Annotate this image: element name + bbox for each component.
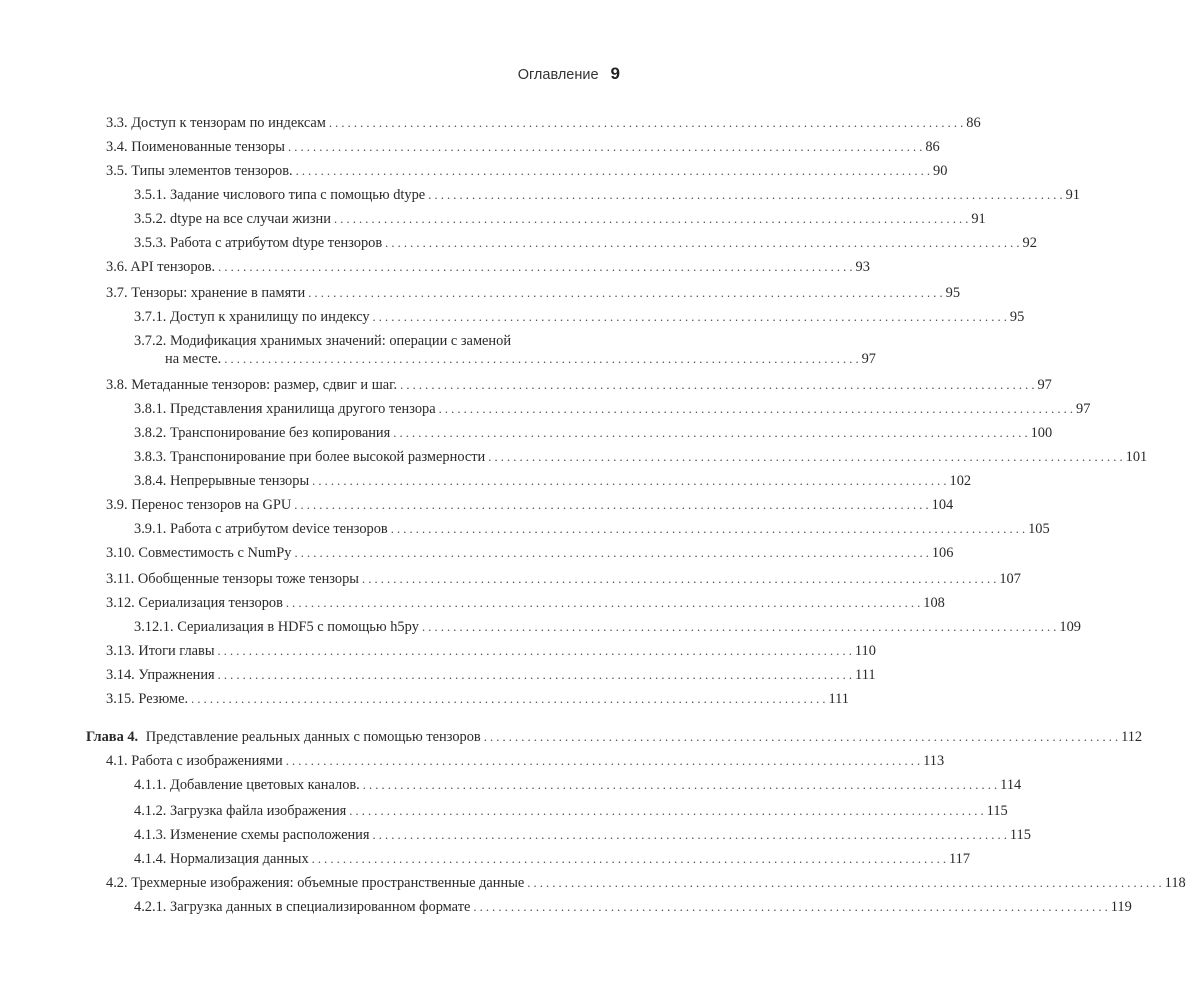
entry-page: 97 xyxy=(861,351,876,367)
running-head xyxy=(518,64,620,84)
entry-number: 3.13. xyxy=(106,643,135,659)
leader-dots xyxy=(473,898,1107,916)
entry-title: Метаданные тензоров: размер, сдвиг и шаг. xyxy=(131,377,398,393)
entry-number: 4.1. xyxy=(106,753,128,769)
entry-title: Доступ к хранилищу по индексу xyxy=(170,309,370,325)
leader-dots xyxy=(488,448,1122,466)
entry-title: Транспонирование без копирования xyxy=(170,425,391,441)
entry-number: 3.9.1. xyxy=(134,521,167,537)
entry-page: 115 xyxy=(1009,827,1031,843)
leader-dots xyxy=(308,284,942,302)
toc-entry-3-3[interactable] xyxy=(106,114,981,132)
entry-page: 86 xyxy=(925,139,940,155)
leader-dots xyxy=(218,666,852,684)
leader-dots xyxy=(312,472,946,490)
entry-page: 91 xyxy=(1065,187,1080,203)
entry-number: 3.7.2. xyxy=(134,333,167,349)
entry-title: Непрерывные тензоры xyxy=(170,473,310,489)
entry-page: 114 xyxy=(1000,777,1022,793)
toc-entry-3-8-3[interactable] xyxy=(134,448,1148,466)
entry-number: 3.11. xyxy=(106,571,135,587)
toc-entry-3-14[interactable] xyxy=(106,666,876,684)
leader-dots xyxy=(373,826,1007,844)
entry-number: 4.1.2. xyxy=(134,803,167,819)
leader-dots xyxy=(428,186,1062,204)
toc-entry-3-7-2[interactable] xyxy=(165,350,876,368)
entry-title: Изменение схемы расположения xyxy=(170,827,370,843)
chapter-label: Глава 4. xyxy=(86,729,139,745)
leader-dots xyxy=(373,308,1007,326)
entry-title: Резюме. xyxy=(138,691,189,707)
page-number: 9 xyxy=(610,64,620,83)
entry-title: Представление реальных данных с помощью тензоров xyxy=(145,729,481,745)
entry-title: Трехмерные изображения: объемные пространственные данные xyxy=(131,875,525,891)
running-head-title: Оглавление xyxy=(517,67,599,83)
entry-page: 115 xyxy=(986,803,1008,819)
toc-entry-3-6[interactable] xyxy=(106,258,870,276)
entry-title-line1: Модификация хранимых значений: операции с заменой xyxy=(170,333,512,349)
toc-entry-3-4[interactable] xyxy=(106,138,940,156)
entry-page: 112 xyxy=(1121,729,1143,745)
toc-entry-3-5-3[interactable] xyxy=(134,234,1037,252)
leader-dots xyxy=(484,728,1118,746)
entry-number: 3.5.3. xyxy=(134,235,167,251)
entry-title: Сериализация в HDF5 с помощью h5py xyxy=(177,619,419,635)
entry-number: 4.2.1. xyxy=(134,899,167,915)
entry-title: Работа с атрибутом device тензоров xyxy=(170,521,388,537)
entry-number: 3.7.1. xyxy=(134,309,167,325)
entry-page: 113 xyxy=(923,753,945,769)
entry-title-line2: на месте. xyxy=(165,351,222,367)
leader-dots xyxy=(527,874,1161,892)
entry-title: Задание числового типа с помощью dtype xyxy=(170,187,426,203)
entry-title: Перенос тензоров на GPU xyxy=(131,497,292,513)
entry-page: 100 xyxy=(1030,425,1053,441)
entry-number: 3.7. xyxy=(106,285,128,301)
entry-number: 4.1.4. xyxy=(134,851,167,867)
leader-dots xyxy=(385,234,1019,252)
entry-number: 3.5. xyxy=(106,163,128,179)
entry-title: Добавление цветовых каналов. xyxy=(170,777,360,793)
entry-page: 102 xyxy=(949,473,972,489)
leader-dots xyxy=(217,642,851,660)
entry-page: 118 xyxy=(1164,875,1186,891)
entry-title: Совместимость с NumPy xyxy=(138,545,292,561)
leader-dots xyxy=(288,138,922,156)
entry-page: 117 xyxy=(949,851,971,867)
entry-number: 3.3. xyxy=(106,115,128,131)
toc-entry-3-11[interactable] xyxy=(106,570,1021,588)
entry-page: 110 xyxy=(854,643,876,659)
entry-page: 104 xyxy=(931,497,954,513)
entry-page: 106 xyxy=(931,545,954,561)
leader-dots xyxy=(286,594,920,612)
toc-entry-3-10[interactable] xyxy=(106,544,954,562)
entry-number: 3.10. xyxy=(106,545,135,561)
entry-number: 3.5.1. xyxy=(134,187,167,203)
toc-entry-3-8[interactable] xyxy=(106,376,1052,394)
entry-title: dtype на все случаи жизни xyxy=(170,211,331,227)
entry-number: 3.8. xyxy=(106,377,128,393)
entry-number: 3.8.1. xyxy=(134,401,167,417)
entry-page: 86 xyxy=(966,115,981,131)
leader-dots xyxy=(439,400,1073,418)
entry-page: 92 xyxy=(1022,235,1037,251)
toc-entry-3-12-1[interactable] xyxy=(134,618,1081,636)
entry-page: 97 xyxy=(1037,377,1052,393)
entry-number: 3.8.2. xyxy=(134,425,167,441)
leader-dots xyxy=(191,690,825,708)
leader-dots xyxy=(224,350,858,368)
entry-number: 4.1.3. xyxy=(134,827,167,843)
entry-number: 3.8.4. xyxy=(134,473,167,489)
entry-title: Загрузка данных в специализированном формате xyxy=(170,899,471,915)
toc-entry-3-7-1[interactable] xyxy=(134,308,1025,326)
entry-number: 3.4. xyxy=(106,139,128,155)
toc-entry-4-1-2[interactable] xyxy=(134,802,1008,820)
leader-dots xyxy=(393,424,1027,442)
toc-entry-3-13[interactable] xyxy=(106,642,876,660)
toc-entry-3-5[interactable] xyxy=(106,162,948,180)
entry-page: 91 xyxy=(971,211,986,227)
toc-entry-3-15[interactable] xyxy=(106,690,850,708)
entry-number: 3.6. xyxy=(106,259,128,275)
entry-number: 3.14. xyxy=(106,667,135,683)
entry-title: Тензоры: хранение в памяти xyxy=(131,285,306,301)
entry-title: Представления хранилища другого тензора xyxy=(170,401,436,417)
entry-title: Работа с изображениями xyxy=(131,753,283,769)
entry-page: 95 xyxy=(945,285,961,301)
toc-entry-3-9-1[interactable] xyxy=(134,520,1050,538)
leader-dots xyxy=(296,162,930,180)
entry-page: 93 xyxy=(855,259,870,275)
entry-title: Поименованные тензоры xyxy=(131,139,285,155)
toc-entry-4-2-1[interactable] xyxy=(134,898,1132,916)
toc-entry-3-8-1[interactable] xyxy=(134,400,1091,418)
leader-dots xyxy=(400,376,1034,394)
entry-title: Доступ к тензорам по индексам xyxy=(131,115,326,131)
leader-dots xyxy=(286,752,920,770)
toc-entry-4-1-3[interactable] xyxy=(134,826,1031,844)
entry-title: Нормализация данных xyxy=(170,851,309,867)
entry-title: Обобщенные тензоры тоже тензоры xyxy=(137,571,359,587)
entry-page: 111 xyxy=(855,667,876,683)
toc-entry-3-5-1[interactable] xyxy=(134,186,1080,204)
leader-dots xyxy=(218,258,852,276)
entry-page: 90 xyxy=(933,163,948,179)
leader-dots xyxy=(362,570,996,588)
entry-page: 101 xyxy=(1125,449,1148,465)
entry-page: 119 xyxy=(1110,899,1132,915)
entry-number: 3.8.3. xyxy=(134,449,167,465)
entry-number: 3.12.1. xyxy=(134,619,174,635)
toc-entry-4-1-4[interactable] xyxy=(134,850,971,868)
leader-dots xyxy=(422,618,1056,636)
entry-title: Упражнения xyxy=(138,667,215,683)
toc-entry-chapter-4[interactable] xyxy=(86,728,1143,746)
entry-page: 107 xyxy=(999,571,1021,587)
leader-dots xyxy=(294,496,928,514)
entry-title: Транспонирование при более высокой размерности xyxy=(170,449,486,465)
entry-title: Сериализация тензоров xyxy=(138,595,283,611)
entry-number: 3.5.2. xyxy=(134,211,167,227)
entry-page: 108 xyxy=(923,595,945,611)
toc-entry-3-9[interactable] xyxy=(106,496,954,514)
entry-page: 95 xyxy=(1009,309,1025,325)
entry-page: 105 xyxy=(1028,521,1050,537)
leader-dots xyxy=(391,520,1025,538)
toc-entry-3-12[interactable] xyxy=(106,594,945,612)
leader-dots xyxy=(363,776,997,794)
toc-entry-4-1-1[interactable] xyxy=(134,776,1022,794)
entry-title: Работа с атрибутом dtype тензоров xyxy=(170,235,383,251)
entry-page: 109 xyxy=(1059,619,1081,635)
leader-dots xyxy=(334,210,968,228)
toc-entry-3-8-4[interactable] xyxy=(134,472,972,490)
entry-page: 111 xyxy=(828,691,850,707)
entry-number: 4.2. xyxy=(106,875,128,891)
toc-entry-4-1[interactable] xyxy=(106,752,945,770)
entry-number: 4.1.1. xyxy=(134,777,167,793)
toc-entry-3-5-2[interactable] xyxy=(134,210,986,228)
leader-dots xyxy=(349,802,983,820)
entry-number: 3.9. xyxy=(106,497,128,513)
toc-entry-3-7[interactable] xyxy=(106,284,961,302)
entry-title: Загрузка файла изображения xyxy=(170,803,347,819)
entry-title: Типы элементов тензоров. xyxy=(131,163,293,179)
leader-dots xyxy=(329,114,963,132)
toc-entry-3-8-2[interactable] xyxy=(134,424,1053,442)
toc-entry-4-2[interactable] xyxy=(106,874,1186,892)
toc-entry-3-7-2-line1[interactable] xyxy=(134,332,511,350)
entry-title: API тензоров. xyxy=(130,259,216,275)
entry-title: Итоги главы xyxy=(138,643,215,659)
entry-number: 3.15. xyxy=(106,691,135,707)
leader-dots xyxy=(312,850,946,868)
leader-dots xyxy=(294,544,928,562)
entry-page: 97 xyxy=(1076,401,1091,417)
entry-number: 3.12. xyxy=(106,595,135,611)
